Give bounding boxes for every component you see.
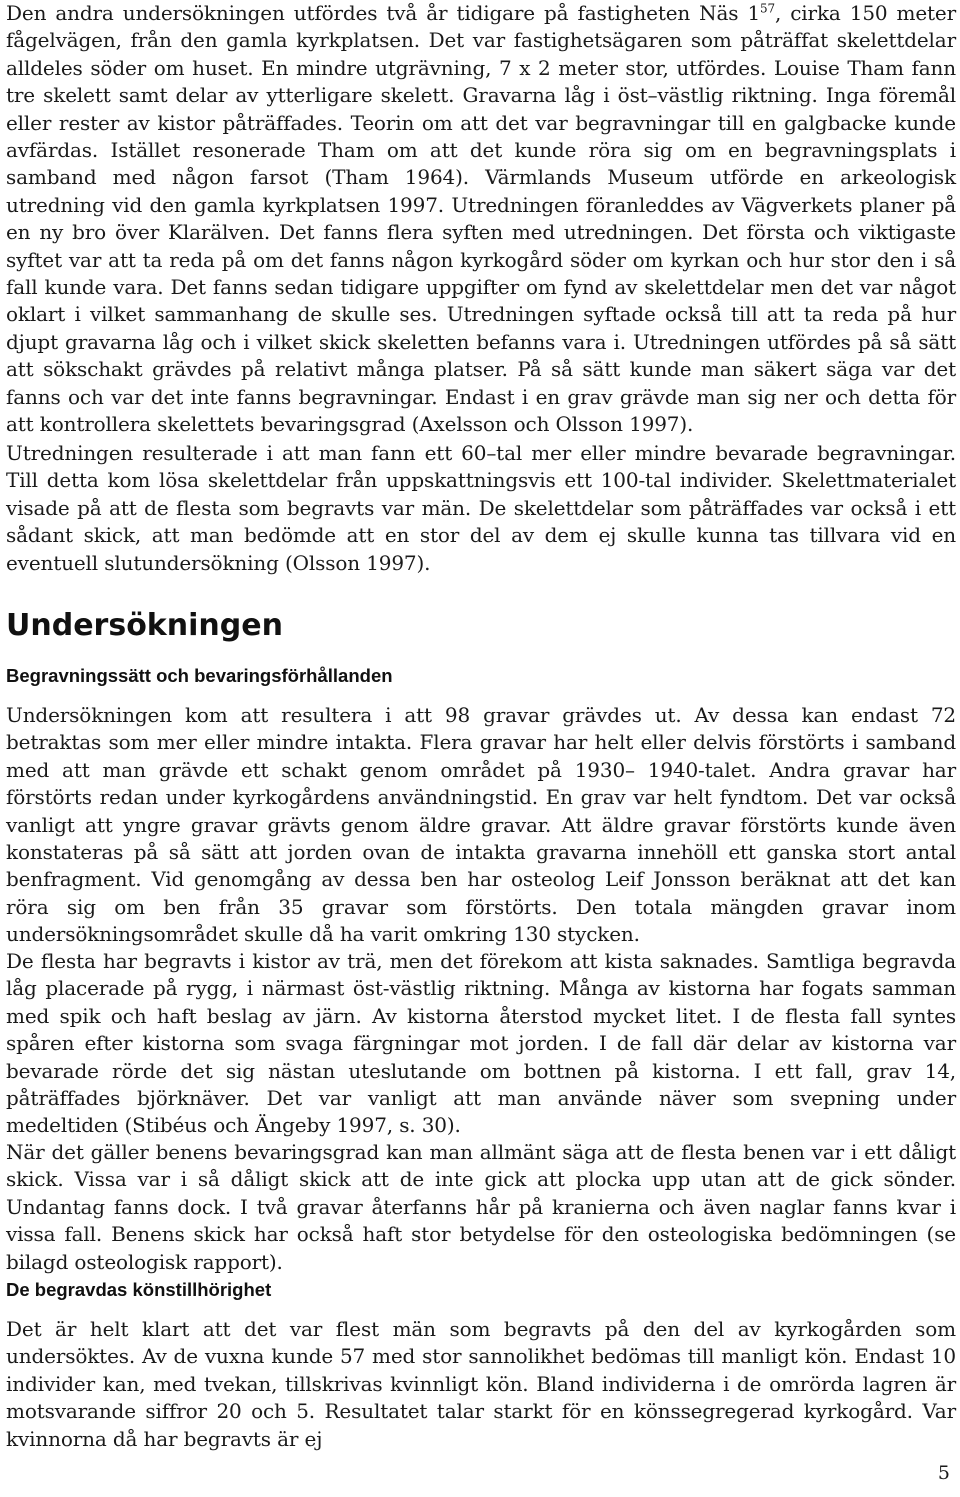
page-number: 5 (937, 1462, 950, 1484)
subheading-begravningssatt: Begravningssätt och bevaringsförhållanden (6, 665, 393, 686)
subheading-konstillhorighet: De begravdas könstillhörighet (6, 1279, 272, 1300)
paragraph-intro-text-b: , cirka 150 meter fågelvägen, från den gamla kyrkplatsen. Det var fastighetsägaren som påträffat skelettdelar alldeles söder om huset. En mindre utgrävning, 7 x 2 meter stor, utfördes. Louise Tham fann tre skelett samt delar av ytterligare skelett. Gravarna låg i öst–västlig riktning. Inga föremål eller rester av kistor påträffades. Teorin om att det var begravningar till en galgbacke kunde avfärdas. Istället resonerade Tham om att det kunde röra sig om en begravningsplats i samband med någon farsot (Tham 1964). Värmlands Museum utförde en arkeologisk utredning vid den gamla kyrkplatsen 1997. Utredningen föranleddes av Vägverkets planer på en ny bro över Klarälven. Det fanns flera syften med utredningen. Det första och viktigaste syftet var att ta reda på om det fanns någon kyrkogård söder om kyrkan och hur stor den i så fall kunde vara. Det fanns sedan tidigare uppgifter om fynd av skelettdelar men det var något oklart i vilket sammanhang de skulle ses. Utredningen syftade också till att ta reda på hur djupt gravarna låg och i vilket skick skeletten befanns vara i. Utredningen utfördes på så sätt att sökschakt grävdes på relativt många platser. På så sätt kunde man säkert säga var det fanns och var det inte fanns begravningar. Endast i en grav grävde man sig ner och detta för att kontrollera skelettets bevaringsgrad (Axelsson och Olsson 1997). (6, 1, 956, 437)
paragraph-intro-text-a: Den andra undersökningen utfördes två år tidigare på fastigheten Näs 1 (6, 1, 761, 25)
paragraph-utredning-result: Utredningen resulterade i att man fann ett 60–tal mer eller mindre bevarade begravningar. Till detta kom lösa skelettdelar från uppskattningsvis ett 100-tal individer. Skelettmaterialet visade på att de flesta som begravts var män. De skelettdelar som påträffades var också i ett sådant skick, att man bedömde att en stor del av dem ej skulle kunna tas tillvara vid en eventuell slutundersökning (Olsson 1997). (6, 441, 956, 575)
paragraph-gravar: Undersökningen kom att resultera i att 98 gravar grävdes ut. Av dessa kan endast 72 betraktas som mer eller mindre intakta. Flera gravar har helt eller delvis förstörts i samband med att man grävde ett schakt genom området på 1930– 1940-talet. Andra gravar har förstörts redan under kyrkogårdens användningstid. En grav var helt fyndtom. Det var också vanligt att yngre gravar grävts genom äldre gravar. Att äldre gravar förstörts kunde även konstateras på så sätt att jorden ovan de intakta gravarna innehöll ett ganska stort antal benfragment. Vid genomgång av dessa ben har osteolog Leif Jonsson beräknat att det kan röra sig om ben från 35 gravar som förstörts. Den totala mängden gravar inom undersökningsområdet skulle då ha varit omkring 130 stycken. (6, 703, 956, 947)
paragraph-kistor: De flesta har begravts i kistor av trä, men det förekom att kista saknades. Samtliga begravda låg placerade på rygg, i närmast öst-västlig riktning. Många av kistorna har fogats samman med spik och haft beslag av järn. Av kistorna återstod mycket litet. I de flesta fall syntes spåren efter kistorna som svaga färgningar mot jorden. I de fall där delar av kistorna var bevarade rörde det sig nästan uteslutande om bottnen på kistorna. I ett fall, grav 14, påträffades björknäver. Det var vanligt att man använde näver som svepning under medeltiden (Stibéus och Ängeby 1997, s. 30). (6, 949, 956, 1138)
paragraph-kon: Det är helt klart att det var flest män som begravts på den del av kyrkogården som undersöktes. Av de vuxna kunde 57 med stor sannolikhet bedömas till manligt kön. Endast 10 individer kan, med tvekan, tillskrivas kvinnligt kön. Bland individerna i de omrörda lagren är motsvarande siffror 20 och 5. Resultatet talar starkt för en könssegregerad kyrkogård. Var kvinnorna då har begravts är ej (6, 1317, 956, 1451)
paragraph-bevaringsgrad: När det gäller benens bevaringsgrad kan man allmänt säga att de flesta benen var i ett dåligt skick. Vissa var i så dåligt skick att de inte gick att plocka upp utan att de gick sönder. Undantag fanns dock. I två gravar återfanns hår på kranierna och även naglar fanns kvar i vissa fall. Benens skick har också haft stor betydelse för den osteologiska bedömningen (se bilagd osteologisk rapport). (6, 1140, 956, 1274)
section-heading-undersokningen: Undersökningen (6, 608, 283, 643)
paragraph-intro (6, 0, 956, 439)
superscript-57: 57 (760, 1, 776, 16)
